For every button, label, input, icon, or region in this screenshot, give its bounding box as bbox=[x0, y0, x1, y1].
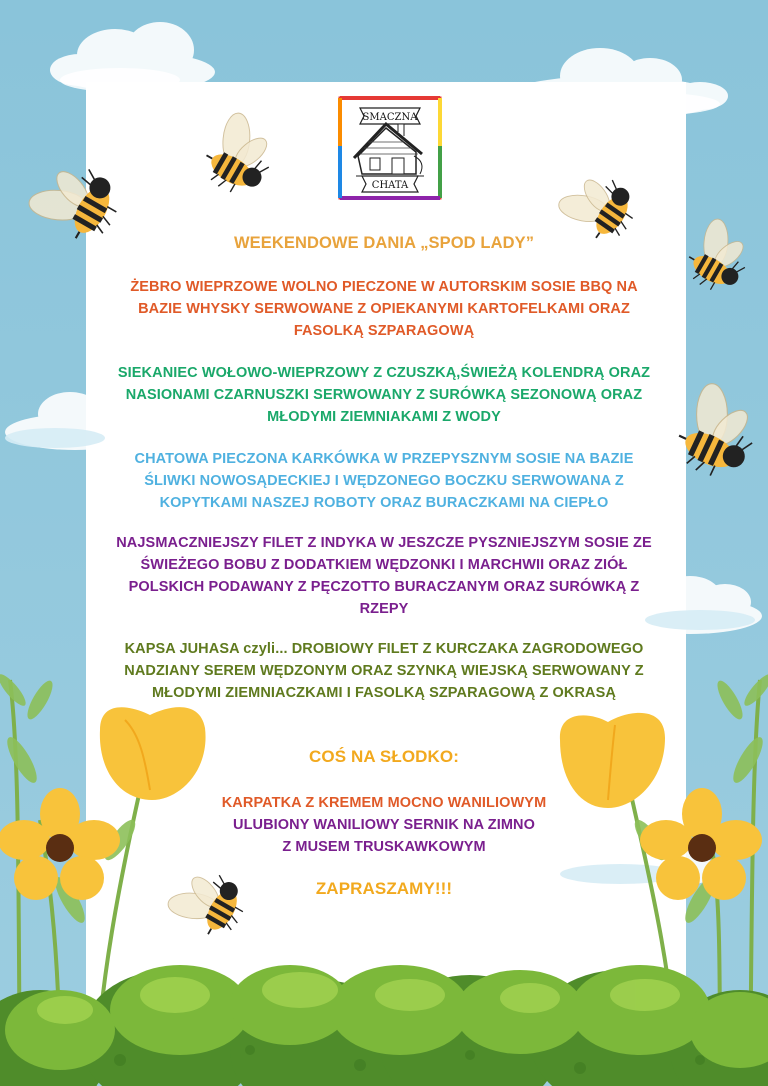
dish-5-line: KAPSA JUHASA czyli... DROBIOWY FILET Z KURCZAKA ZAGRODOWEGO bbox=[124, 641, 644, 657]
logo-top-text: SMACZNA bbox=[362, 112, 418, 123]
right-daisy-flower bbox=[640, 788, 762, 900]
dessert-heading: COŚ NA SŁODKO: bbox=[309, 747, 459, 766]
dish-2-line: SIEKANIEC WOŁOWO-WIEPRZOWY Z CZUSZKĄ,ŚWIEŻĄ KOLENDRĄ ORAZ bbox=[117, 365, 651, 381]
bushes bbox=[0, 965, 768, 1086]
dish-2-line: NASIONAMI CZARNUSZKI SERWOWANY Z SURÓWKĄ SEZONOWĄ ORAZ bbox=[125, 387, 643, 403]
dish-2-line: MŁODYMI ZIEMNIAKAMI Z WODY bbox=[267, 409, 501, 425]
right-tulip-flower bbox=[560, 713, 665, 808]
dish-1-line: FASOLKĄ SZPARAGOWĄ bbox=[293, 323, 475, 339]
dish-3-line: ŚLIWKI NOWOSĄDECKIEJ I WĘDZONEGO BOCZKU SERWOWANA Z bbox=[144, 473, 624, 489]
dish-1-line: ŻEBRO WIEPRZOWE WOLNO PIECZONE W AUTORSKIM SOSIE BBQ NA bbox=[130, 279, 638, 295]
dish-5-line: MŁODYMI ZIEMNIACZKAMI I FASOLKĄ SZPARAGOWĄ Z OKRASĄ bbox=[152, 685, 616, 701]
dish-4-line: NAJSMACZNIEJSZY FILET Z INDYKA W JESZCZE PYSZNIEJSZYM SOSIE ZE bbox=[116, 535, 652, 551]
dish-4-line: ŚWIEŻEGO BOBU Z DODATKIEM WĘDZONKI I MARCHWII ORAZ ZIÓŁ bbox=[140, 557, 628, 573]
closing-text: ZAPRASZAMY!!! bbox=[315, 879, 453, 898]
dish-1-line: BAZIE WHYSKY SERWOWANE Z OPIEKANYMI KARTOFELKAMI ORAZ bbox=[138, 301, 630, 317]
dessert-item-2-line-2: Z MUSEM TRUSKAWKOWYM bbox=[282, 839, 486, 855]
dish-4-line: POLSKICH PODAWANY Z PĘCZOTTO BURACZANYM ORAZ SURÓWKĄ Z bbox=[128, 579, 640, 595]
menu-title: WEEKENDOWE DANIA „SPOD LADY” bbox=[233, 234, 535, 252]
dessert-item-1: KARPATKA Z KREMEM MOCNO WANILIOWYM bbox=[221, 795, 547, 811]
dish-4-line: RZEPY bbox=[359, 601, 409, 617]
dish-3-line: KOPYTKAMI NASZEJ ROBOTY ORAZ BURACZKAMI NA CIEPŁO bbox=[159, 495, 609, 511]
left-tulip-flower bbox=[100, 707, 206, 800]
dish-5-line: NADZIANY SEREM WĘDZONYM ORAZ SZYNKĄ WIEJSKĄ SERWOWANY Z bbox=[124, 663, 644, 679]
logo-bottom-text: CHATA bbox=[371, 180, 409, 191]
dessert-item-2-line-1: ULUBIONY WANILIOWY SERNIK NA ZIMNO bbox=[233, 817, 535, 833]
dish-3-line: CHATOWA PIECZONA KARKÓWKA W PRZEPYSZNYM SOSIE NA BAZIE bbox=[134, 451, 634, 467]
